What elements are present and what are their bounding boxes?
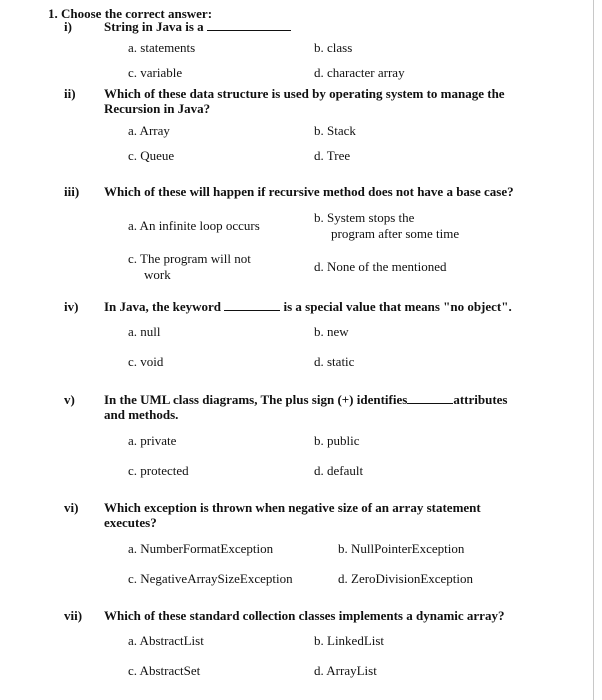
option-c[interactable]: c. AbstractSet: [128, 663, 201, 678]
option-b[interactable]: b. LinkedList: [314, 633, 385, 648]
question-text: Which of these will happen if recursive method does not have a base case?: [104, 184, 514, 199]
page-edge: [593, 0, 594, 700]
option-c[interactable]: c. Queue: [128, 148, 175, 163]
question-text-line-1: Which of these data structure is used by operating system to manage the: [104, 86, 505, 101]
option-a[interactable]: a. Array: [128, 123, 170, 138]
question-text-post: attributes: [453, 392, 508, 407]
option-a[interactable]: a. NumberFormatException: [128, 541, 274, 556]
option-b[interactable]: b. public: [314, 433, 360, 448]
option-b[interactable]: b. System stops the: [314, 210, 415, 225]
option-d[interactable]: d. Tree: [314, 148, 351, 163]
option-d[interactable]: d. ZeroDivisionException: [338, 571, 474, 586]
question-text: Which of these standard collection classes implements a dynamic array?: [104, 608, 505, 623]
option-c[interactable]: c. variable: [128, 65, 183, 80]
option-d[interactable]: d. default: [314, 463, 364, 478]
option-c[interactable]: c. NegativeArraySizeException: [128, 571, 293, 586]
question-number: iv): [64, 299, 79, 314]
option-c[interactable]: c. The program will not: [128, 251, 251, 266]
question-text-line-1: [104, 392, 508, 407]
question-text-line-2: Recursion in Java?: [104, 101, 211, 116]
option-d[interactable]: d. None of the mentioned: [314, 259, 447, 274]
section-heading: 1. Choose the correct answer:: [48, 6, 213, 21]
option-c[interactable]: c. void: [128, 354, 164, 369]
question-number: i): [64, 19, 72, 34]
option-b-continued[interactable]: program after some time: [331, 226, 460, 241]
option-b[interactable]: b. Stack: [314, 123, 356, 138]
question-text-line-1: Which exception is thrown when negative size of an array statement: [104, 500, 481, 515]
question-text-pre: In the UML class diagrams, The plus sign (+) identifies: [104, 392, 408, 407]
question-text-post: is a special value that means "no object".: [283, 299, 512, 314]
question-text-line-2: executes?: [104, 515, 157, 530]
option-b[interactable]: b. NullPointerException: [338, 541, 465, 556]
question-text-main: String in Java is a: [104, 19, 204, 34]
answer-blank: [407, 392, 453, 404]
option-d[interactable]: d. character array: [314, 65, 405, 80]
question-text-line-2: and methods.: [104, 407, 179, 422]
option-a[interactable]: a. An infinite loop occurs: [128, 218, 260, 233]
question-text: [104, 19, 291, 34]
question-text-pre: In Java, the keyword: [104, 299, 222, 314]
option-a[interactable]: a. statements: [128, 40, 196, 55]
answer-blank: [207, 19, 291, 31]
option-c[interactable]: c. protected: [128, 463, 189, 478]
question-number: iii): [64, 184, 80, 199]
question-number: vii): [64, 608, 83, 623]
option-b[interactable]: b. class: [314, 40, 353, 55]
question-number: vi): [64, 500, 79, 515]
option-b[interactable]: b. new: [314, 324, 349, 339]
option-a[interactable]: a. null: [128, 324, 161, 339]
option-d[interactable]: d. ArrayList: [314, 663, 377, 678]
answer-blank: [224, 299, 280, 311]
option-a[interactable]: a. AbstractList: [128, 633, 204, 648]
question-number: v): [64, 392, 75, 407]
question-number: ii): [64, 86, 76, 101]
option-d[interactable]: d. static: [314, 354, 355, 369]
option-a[interactable]: a. private: [128, 433, 177, 448]
option-c-continued[interactable]: work: [144, 267, 171, 282]
question-text: [104, 299, 512, 314]
